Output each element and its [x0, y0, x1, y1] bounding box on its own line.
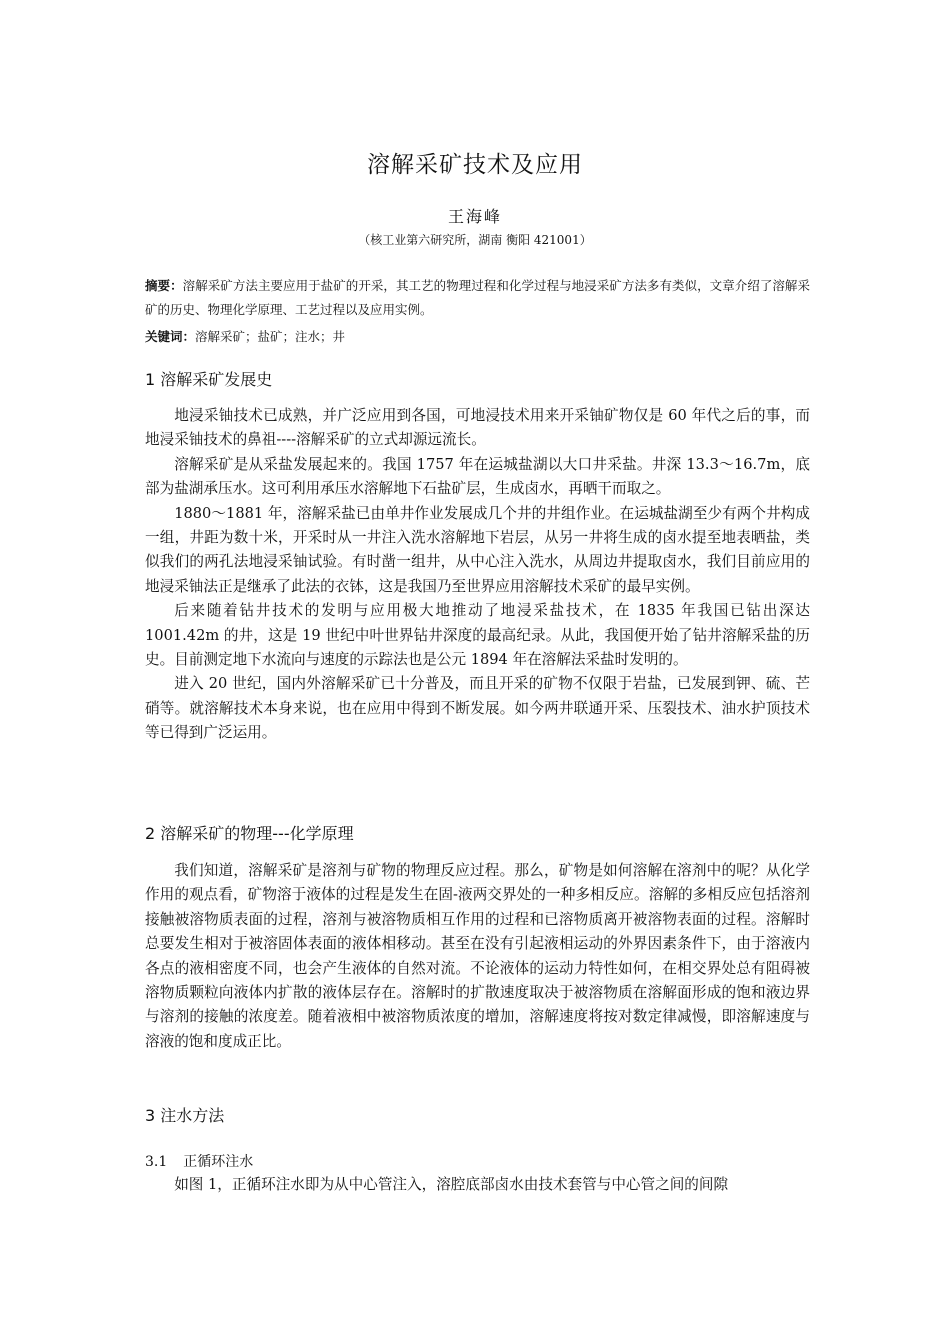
- keywords-text: 溶解采矿；盐矿；注水；井: [195, 329, 346, 344]
- author-affiliation: （核工业第六研究所，湖南 衡阳 421001）: [358, 233, 592, 247]
- paragraph: 进入 20 世纪，国内外溶解采矿已十分普及，而且开采的矿物不仅限于岩盐，已发展到钾、硫、芒硝等。就溶解技术本身来说，也在应用中得到不断发展。如今两井联通开采、压裂技术、油水护顶技术等已得到广泛运用。: [145, 675, 810, 742]
- keywords-label: 关键词：: [145, 329, 196, 344]
- paragraph: 地浸采铀技术已成熟，并广泛应用到各国，可地浸技术用来开采铀矿物仅是 60 年代之后的事，而地浸采铀技术的鼻祖----溶解采矿的立式却源远流长。: [145, 407, 810, 449]
- subsection-3-1-body: [145, 1173, 810, 1197]
- subsection-number: 3.1: [145, 1154, 168, 1170]
- paragraph: 溶解采矿是从采盐发展起来的。我国 1757 年在运城盐湖以大口井采盐。井深 13.3～16.7m，底部为盐湖承压水。这可利用承压水溶解地下石盐矿层，生成卤水，再晒干而取之。: [145, 455, 810, 498]
- abstract: [145, 274, 810, 322]
- paragraph: 1880～1881 年，溶解采盐已由单井作业发展成几个井的井组作业。在运城盐湖至少有两个井构成一组，井距为数十米，开采时从一井注入洗水溶解地下岩层，从另一井将生成的卤水提至地表晒盐，类似我们的两孔法地浸采铀试验。有时凿一组井，从中心注入洗水，从周边井提取卤水，我们目前应用的地浸采铀法正是继承了此法的衣钵，这是我国乃至世界应用溶解技术采矿的最早实例。: [145, 504, 810, 595]
- section-1-body: [145, 404, 810, 746]
- section-heading-1: 1 溶解采矿发展史: [145, 370, 273, 389]
- paragraph: 如图 1，正循环注水即为从中心管注入，溶腔底部卤水由技术套管与中心管之间的间隙: [174, 1176, 729, 1193]
- subsection-title: 正循环注水: [183, 1154, 254, 1170]
- paper-title: 溶解采矿技术及应用: [367, 152, 583, 178]
- section-heading-3: 3 注水方法: [145, 1106, 225, 1125]
- subsection-heading-3-1: [145, 1150, 253, 1174]
- paragraph: 我们知道，溶解采矿是溶剂与矿物的物理反应过程。那么，矿物是如何溶解在溶剂中的呢？从化学作用的观点看，矿物溶于液体的过程是发生在固-液两交界处的一种多相反应。溶解的多相反应包括溶剂接触被溶物质表面的过程，溶剂与被溶物质相互作用的过程和已溶物质离开被溶物表面的过程。溶解时总要发生相对于被溶固体表面的液体相移动。甚至在没有引起液相运动的外界因素条件下，由于溶液内各点的液相密度不同，也会产生液体的自然对流。不论液体的运动力特性如何，在相交界处总有阻碍被溶物质颗粒向液体内扩散的液体层存在。溶解时的扩散速度取决于被溶物质在溶解面形成的饱和液边界与溶剂的接触的浓度差。随着液相中被溶物质浓度的增加，溶解速度将按对数定律减慢，即溶解速度与溶液的饱和度成正比。: [145, 862, 810, 1050]
- abstract-text: 溶解采矿方法主要应用于盐矿的开采，其工艺的物理过程和化学过程与地浸采矿方法多有类似，文章介绍了溶解采矿的历史、物理化学原理、工艺过程以及应用实例。: [145, 278, 810, 317]
- abstract-label: 摘要：: [145, 278, 183, 293]
- paragraph: 后来随着钻井技术的发明与应用极大地推动了地浸采盐技术，在 1835 年我国已钻出深达 1001.42m 的井，这是 19 世纪中叶世界钻井深度的最高纪录。从此，我国便开始了钻井溶解采盐的历史。目前测定地下水流向与速度的示踪法也是公元 1894 年在溶解法采盐时发明的。: [145, 602, 810, 669]
- author-name: 王海峰: [447, 207, 502, 226]
- section-heading-2: 2 溶解采矿的物理---化学原理: [145, 824, 354, 843]
- keywords: [145, 325, 810, 349]
- section-2-body: [145, 859, 810, 1054]
